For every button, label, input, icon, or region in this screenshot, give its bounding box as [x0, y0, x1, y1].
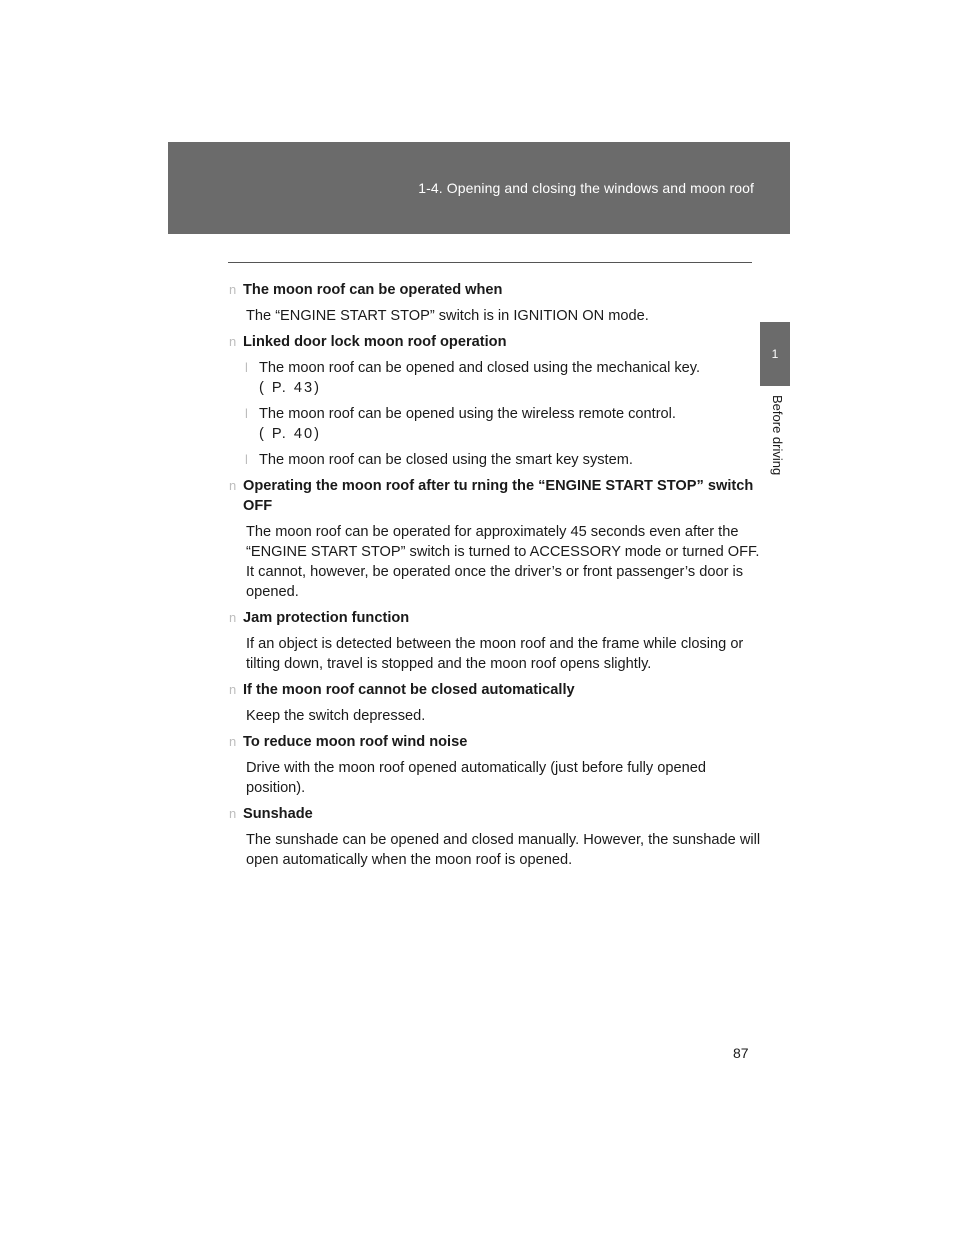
section-sunshade	[229, 804, 764, 870]
section-jam-protection	[229, 608, 764, 674]
chapter-tab-label: Before driving	[770, 395, 785, 476]
page-content	[229, 280, 764, 876]
section-linked-door-lock	[229, 332, 764, 470]
section-operation-conditions	[229, 280, 764, 326]
square-bullet-icon: n	[229, 282, 237, 297]
square-bullet-icon: n	[229, 682, 237, 697]
section-paragraph: The moon roof can be operated for approximately 45 seconds even after the “ENGINE START STOP” switch is turned to ACCESSORY mode or turned OFF. It cannot, however, be operated once the driver’s or front passenger’s door is opened.	[246, 524, 760, 600]
square-bullet-icon: n	[229, 734, 237, 749]
section-paragraph: Keep the switch depressed.	[246, 708, 426, 724]
chapter-tab	[760, 322, 790, 386]
chapter-number: 1	[771, 347, 779, 361]
square-bullet-icon: n	[229, 334, 237, 349]
round-bullet-icon: l	[245, 360, 248, 375]
section-after-switch-off	[229, 476, 764, 602]
section-paragraph: If an object is detected between the moon roof and the frame while closing or tilting down, travel is stopped and the moon roof opens slightly.	[246, 636, 744, 672]
section-heading: n Jam protection function	[229, 610, 410, 626]
section-wind-noise	[229, 732, 764, 798]
header-rule	[228, 262, 752, 263]
section-cannot-close	[229, 680, 764, 726]
section-paragraph: Drive with the moon roof opened automatically (just before fully opened position).	[246, 760, 706, 796]
list-item: l The moon roof can be opened and closed using the mechanical key. ( P. 43)	[229, 358, 764, 398]
section-paragraph: The sunshade can be opened and closed manually. However, the sunshade will open automatically when the moon roof is opened.	[246, 832, 761, 868]
section-heading: n Operating the moon roof after tu rning the “ENGINE START STOP” switch OFF	[229, 478, 754, 514]
section-heading: n If the moon roof cannot be closed automatically	[229, 682, 575, 698]
list-item: l The moon roof can be closed using the smart key system.	[245, 452, 633, 468]
page-reference-link[interactable]: ( P. 43)	[259, 380, 321, 396]
section-heading: n To reduce moon roof wind noise	[229, 734, 468, 750]
section-paragraph: The “ENGINE START STOP” switch is in IGNITION ON mode.	[246, 308, 649, 324]
square-bullet-icon: n	[229, 478, 237, 493]
round-bullet-icon: l	[245, 406, 248, 421]
chapter-title: 1-4. Opening and closing the windows and moon roof	[418, 180, 754, 196]
section-heading: n Linked door lock moon roof operation	[229, 334, 507, 350]
page-reference-link[interactable]: ( P. 40)	[259, 426, 321, 442]
chapter-header	[168, 142, 790, 234]
list-item: l The moon roof can be opened using the wireless remote control. ( P. 40)	[229, 404, 764, 444]
round-bullet-icon: l	[245, 452, 248, 467]
section-heading: n Sunshade	[229, 806, 313, 822]
square-bullet-icon: n	[229, 610, 237, 625]
section-heading: n The moon roof can be operated when	[229, 282, 503, 298]
page-number: 87	[733, 1045, 749, 1061]
square-bullet-icon: n	[229, 806, 237, 821]
